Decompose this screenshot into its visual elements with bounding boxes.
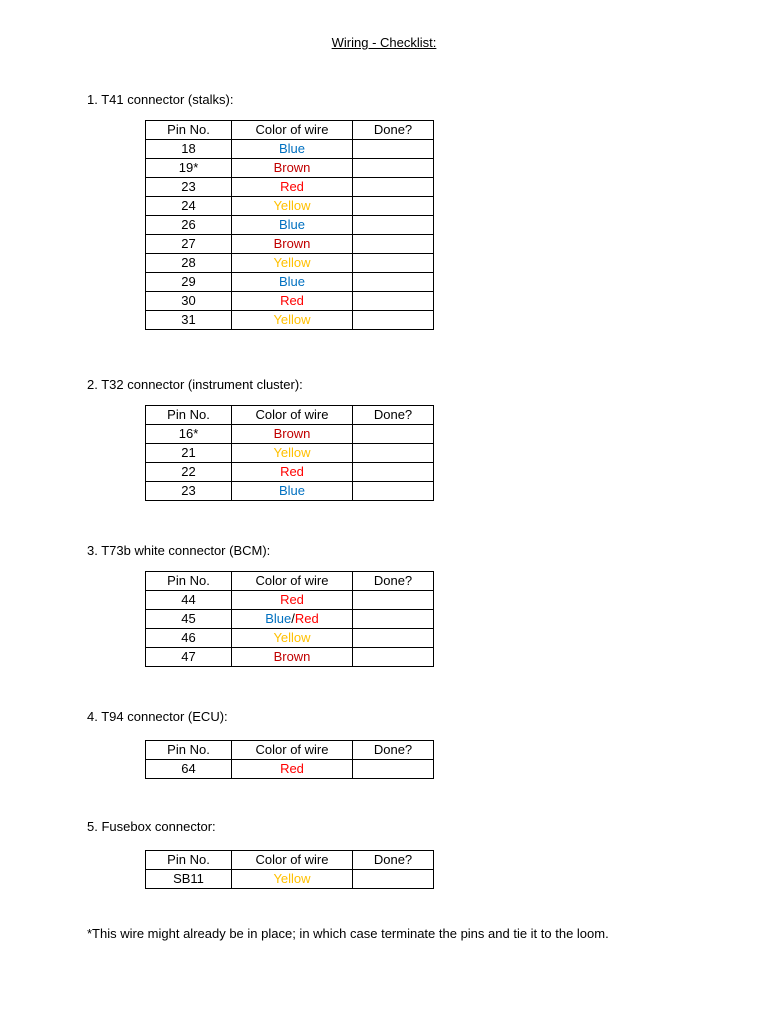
header-done: Done? bbox=[353, 406, 434, 425]
pin-number: 24 bbox=[146, 197, 232, 216]
wire-color bbox=[232, 444, 353, 463]
wire-color-label: Red bbox=[280, 464, 304, 479]
pin-number: 31 bbox=[146, 311, 232, 330]
pin-number: 26 bbox=[146, 216, 232, 235]
table-header-row bbox=[146, 851, 434, 870]
pin-number: 23 bbox=[146, 482, 232, 501]
wire-color-label: Blue bbox=[278, 274, 306, 289]
table-header-row bbox=[146, 121, 434, 140]
wire-color-label: Yellow bbox=[273, 871, 311, 886]
wire-color-label: Yellow bbox=[273, 255, 311, 270]
header-done: Done? bbox=[353, 572, 434, 591]
pin-number: 47 bbox=[146, 648, 232, 667]
header-color-of-wire: Color of wire bbox=[232, 572, 353, 591]
wire-color-label: Yellow bbox=[273, 198, 311, 213]
done-checkbox-cell[interactable] bbox=[353, 292, 434, 311]
done-checkbox-cell[interactable] bbox=[353, 159, 434, 178]
done-checkbox-cell[interactable] bbox=[353, 235, 434, 254]
wire-color bbox=[232, 254, 353, 273]
table-row bbox=[146, 760, 434, 779]
wire-color bbox=[232, 140, 353, 159]
wire-color bbox=[232, 311, 353, 330]
done-checkbox-cell[interactable] bbox=[353, 463, 434, 482]
wire-color bbox=[232, 870, 353, 889]
wire-color-label: Brown bbox=[273, 426, 311, 441]
header-color-of-wire: Color of wire bbox=[232, 406, 353, 425]
pin-number: 29 bbox=[146, 273, 232, 292]
page-title: Wiring - Checklist: bbox=[331, 35, 437, 50]
wire-color bbox=[232, 178, 353, 197]
table-row bbox=[146, 273, 434, 292]
wire-color-label: Blue bbox=[265, 611, 292, 626]
pin-number: 19* bbox=[146, 159, 232, 178]
table-row bbox=[146, 254, 434, 273]
table-header-row bbox=[146, 572, 434, 591]
table-header-row bbox=[146, 406, 434, 425]
table-row bbox=[146, 463, 434, 482]
wire-color bbox=[232, 292, 353, 311]
done-checkbox-cell[interactable] bbox=[353, 216, 434, 235]
done-checkbox-cell[interactable] bbox=[353, 760, 434, 779]
wire-color bbox=[232, 216, 353, 235]
header-color-of-wire: Color of wire bbox=[232, 741, 353, 760]
wire-color bbox=[232, 648, 353, 667]
header-color-of-wire: Color of wire bbox=[232, 121, 353, 140]
done-checkbox-cell[interactable] bbox=[353, 273, 434, 292]
wire-color-label: Red bbox=[280, 293, 304, 308]
pin-number: 18 bbox=[146, 140, 232, 159]
wire-color-label: Blue bbox=[278, 141, 306, 156]
wire-color bbox=[232, 159, 353, 178]
table-row bbox=[146, 216, 434, 235]
header-pin-no: Pin No. bbox=[146, 741, 232, 760]
table-row bbox=[146, 235, 434, 254]
wire-color-label: Blue bbox=[278, 483, 306, 498]
section-heading-fusebox: 5. Fusebox connector: bbox=[87, 819, 216, 834]
done-checkbox-cell[interactable] bbox=[353, 610, 434, 629]
wire-color-label: Yellow bbox=[273, 445, 311, 460]
wire-color-label: Brown bbox=[273, 160, 311, 175]
done-checkbox-cell[interactable] bbox=[353, 178, 434, 197]
wire-color bbox=[232, 273, 353, 292]
done-checkbox-cell[interactable] bbox=[353, 197, 434, 216]
table-row bbox=[146, 292, 434, 311]
done-checkbox-cell[interactable] bbox=[353, 870, 434, 889]
section-heading-t94: 4. T94 connector (ECU): bbox=[87, 709, 228, 724]
wire-color-label: Brown bbox=[273, 236, 311, 251]
header-done: Done? bbox=[353, 121, 434, 140]
checklist-table-t32 bbox=[145, 405, 434, 501]
wire-color-label: / bbox=[291, 611, 295, 626]
pin-number: 64 bbox=[146, 760, 232, 779]
wire-color bbox=[232, 463, 353, 482]
header-done: Done? bbox=[353, 851, 434, 870]
header-pin-no: Pin No. bbox=[146, 121, 232, 140]
wire-color-label: Red bbox=[280, 179, 304, 194]
wire-color-label: Blue bbox=[278, 217, 306, 232]
wire-color bbox=[232, 425, 353, 444]
header-pin-no: Pin No. bbox=[146, 851, 232, 870]
table-row bbox=[146, 648, 434, 667]
done-checkbox-cell[interactable] bbox=[353, 140, 434, 159]
checklist-table-fusebox bbox=[145, 850, 434, 889]
table-row bbox=[146, 140, 434, 159]
table-header-row bbox=[146, 741, 434, 760]
wire-color-label: Brown bbox=[273, 649, 311, 664]
pin-number: 30 bbox=[146, 292, 232, 311]
table-row bbox=[146, 178, 434, 197]
section-heading-t32: 2. T32 connector (instrument cluster): bbox=[87, 377, 303, 392]
section-heading-t73b: 3. T73b white connector (BCM): bbox=[87, 543, 271, 558]
table-row bbox=[146, 629, 434, 648]
table-row bbox=[146, 311, 434, 330]
section-heading-t41: 1. T41 connector (stalks): bbox=[87, 92, 234, 107]
wire-color-label: Yellow bbox=[273, 630, 311, 645]
done-checkbox-cell[interactable] bbox=[353, 591, 434, 610]
table-row bbox=[146, 610, 434, 629]
wire-color bbox=[232, 610, 353, 629]
wire-color bbox=[232, 197, 353, 216]
wire-color bbox=[232, 760, 353, 779]
wire-color bbox=[232, 482, 353, 501]
done-checkbox-cell[interactable] bbox=[353, 482, 434, 501]
wire-color-label: Red bbox=[280, 592, 304, 607]
wire-color-label: Red bbox=[294, 611, 319, 626]
wire-color bbox=[232, 629, 353, 648]
table-row bbox=[146, 197, 434, 216]
table-row bbox=[146, 159, 434, 178]
done-checkbox-cell[interactable] bbox=[353, 444, 434, 463]
header-pin-no: Pin No. bbox=[146, 572, 232, 591]
pin-number: 27 bbox=[146, 235, 232, 254]
header-done: Done? bbox=[353, 741, 434, 760]
wire-color bbox=[232, 591, 353, 610]
wire-color-label: Red bbox=[280, 761, 304, 776]
footnote: *This wire might already be in place; in which case terminate the pins and tie it to the loom. bbox=[87, 926, 609, 941]
header-pin-no: Pin No. bbox=[146, 406, 232, 425]
pin-number: 45 bbox=[146, 610, 232, 629]
wire-color-label: Yellow bbox=[273, 312, 311, 327]
table-row bbox=[146, 870, 434, 889]
wire-color bbox=[232, 235, 353, 254]
checklist-table-t41 bbox=[145, 120, 434, 330]
pin-number: 46 bbox=[146, 629, 232, 648]
checklist-table-t73b bbox=[145, 571, 434, 667]
pin-number: 22 bbox=[146, 463, 232, 482]
table-row bbox=[146, 444, 434, 463]
header-color-of-wire: Color of wire bbox=[232, 851, 353, 870]
table-row bbox=[146, 425, 434, 444]
pin-number: 23 bbox=[146, 178, 232, 197]
pin-number: SB11 bbox=[146, 870, 232, 889]
checklist-table-t94 bbox=[145, 740, 434, 779]
done-checkbox-cell[interactable] bbox=[353, 648, 434, 667]
done-checkbox-cell[interactable] bbox=[353, 254, 434, 273]
table-row bbox=[146, 591, 434, 610]
pin-number: 44 bbox=[146, 591, 232, 610]
done-checkbox-cell[interactable] bbox=[353, 425, 434, 444]
pin-number: 16* bbox=[146, 425, 232, 444]
done-checkbox-cell[interactable] bbox=[353, 311, 434, 330]
pin-number: 21 bbox=[146, 444, 232, 463]
table-row bbox=[146, 482, 434, 501]
done-checkbox-cell[interactable] bbox=[353, 629, 434, 648]
pin-number: 28 bbox=[146, 254, 232, 273]
